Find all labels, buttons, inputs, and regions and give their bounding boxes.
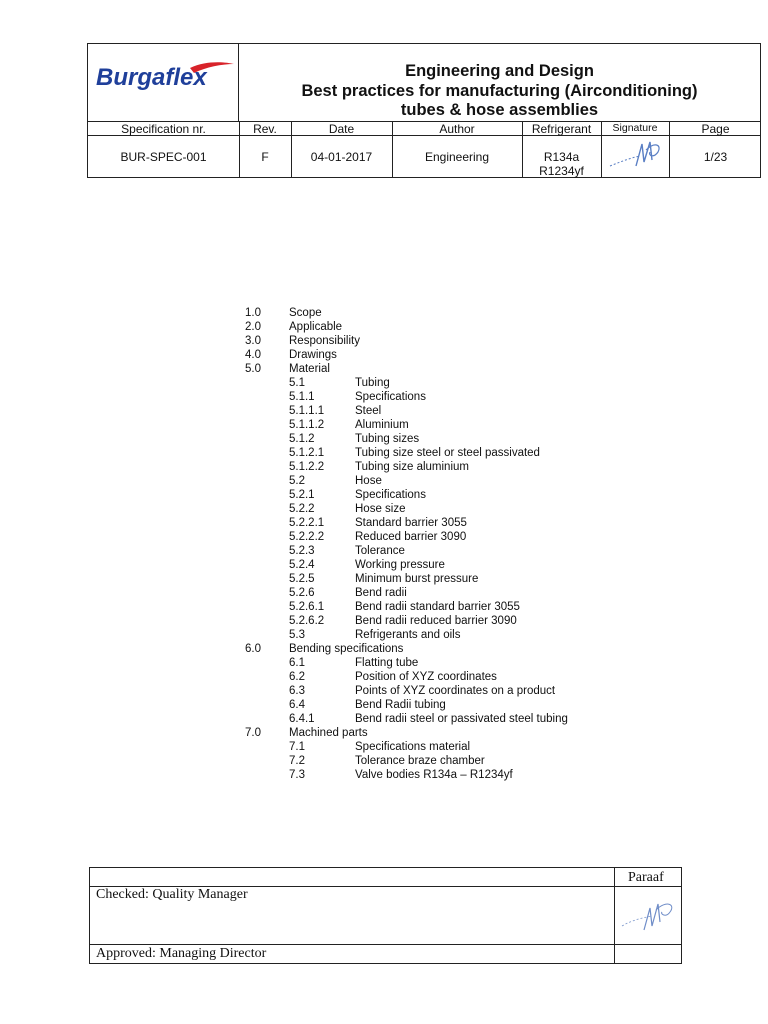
- toc-number: 5.2.2.1: [289, 517, 325, 529]
- toc-row: [0, 348, 768, 362]
- toc-row: [0, 474, 768, 488]
- toc-number: 5.0: [245, 363, 261, 375]
- toc-number: 5.2.1: [289, 489, 315, 501]
- toc-row: [0, 530, 768, 544]
- author-value: Engineering: [424, 150, 490, 164]
- toc-label: Position of XYZ coordinates: [355, 671, 497, 683]
- toc-label: Bend Radii tubing: [355, 699, 446, 711]
- toc-label: Bending specifications: [289, 643, 404, 655]
- toc-row: [0, 614, 768, 628]
- toc-number: 6.0: [245, 643, 261, 655]
- toc-number: 5.2.6: [289, 587, 315, 599]
- toc-number: 1.0: [245, 307, 261, 319]
- toc-row: [0, 712, 768, 726]
- toc-label: Reduced barrier 3090: [355, 531, 467, 543]
- refrigerant-value-1: R134a: [543, 150, 580, 164]
- toc-label: Specifications: [355, 489, 426, 501]
- toc-number: 7.0: [245, 727, 261, 739]
- document-header-table: [87, 43, 761, 178]
- toc-label: Valve bodies R134a – R1234yf: [355, 769, 513, 781]
- title-line-2: Best practices for manufacturing (Airconditioning): [301, 81, 698, 100]
- document-title: [239, 44, 760, 121]
- date-value: 04-01-2017: [310, 150, 373, 164]
- rev-value: F: [261, 150, 269, 164]
- toc-number: 5.2.6.1: [289, 601, 325, 613]
- toc-row: [0, 418, 768, 432]
- toc-row: [0, 306, 768, 320]
- toc-row: [0, 768, 768, 782]
- col-header-signature: Signature: [612, 122, 658, 134]
- col-header-refrigerant: Refrigerant: [531, 122, 592, 136]
- toc-label: Tolerance: [355, 545, 405, 557]
- toc-label: Hose: [355, 475, 382, 487]
- toc-row: [0, 404, 768, 418]
- toc-label: Specifications material: [355, 741, 471, 753]
- toc-number: 5.1.1.1: [289, 405, 325, 417]
- toc-number: 7.1: [289, 741, 305, 753]
- toc-number: 2.0: [245, 321, 261, 333]
- toc-label: Points of XYZ coordinates on a product: [355, 685, 556, 697]
- paraaf-label: Paraaf: [628, 870, 664, 885]
- toc-number: 5.3: [289, 629, 305, 641]
- toc-row: [0, 460, 768, 474]
- toc-number: 6.2: [289, 671, 305, 683]
- toc-label: Tolerance braze chamber: [355, 755, 485, 767]
- toc-label: Bend radii steel or passivated steel tubing: [355, 713, 568, 725]
- toc-label: Refrigerants and oils: [355, 629, 461, 641]
- toc-number: 5.2.4: [289, 559, 315, 571]
- toc-label: Working pressure: [355, 559, 445, 571]
- toc-number: 5.2.2: [289, 503, 315, 515]
- page-value: 1/23: [703, 150, 728, 164]
- toc-number: 7.3: [289, 769, 305, 781]
- col-header-page: Page: [701, 122, 730, 136]
- toc-label: Machined parts: [289, 727, 368, 739]
- toc-label: Bend radii: [355, 587, 407, 599]
- toc-row: [0, 670, 768, 684]
- title-line-3: tubes & hose assemblies: [400, 101, 599, 119]
- toc-label: Minimum burst pressure: [355, 573, 479, 585]
- toc-row: [0, 572, 768, 586]
- toc-row: [0, 740, 768, 754]
- logo-text: Burgaflex: [96, 64, 207, 91]
- toc-row: [0, 544, 768, 558]
- toc-label: Drawings: [289, 349, 337, 361]
- toc-number: 5.1: [289, 377, 305, 389]
- col-header-author: Author: [439, 122, 475, 136]
- toc-label: Material: [289, 363, 330, 375]
- approval-divider: [614, 868, 615, 963]
- toc-number: 5.2.6.2: [289, 615, 325, 627]
- toc-label: Responsibility: [289, 335, 360, 347]
- toc-row: [0, 558, 768, 572]
- toc-row: [0, 446, 768, 460]
- refrigerant-value-2: R1234yf: [539, 164, 584, 178]
- toc-row: [0, 628, 768, 642]
- toc-row: [0, 432, 768, 446]
- toc-number: 5.1.1.2: [289, 419, 325, 431]
- toc-label: Bend radii reduced barrier 3090: [355, 615, 517, 627]
- col-header-rev: Rev.: [253, 122, 277, 136]
- toc-number: 6.3: [289, 685, 305, 697]
- toc-label: Aluminium: [355, 419, 409, 431]
- logo-cell: [88, 44, 239, 121]
- toc-label: Specifications: [355, 391, 426, 403]
- toc-number: 7.2: [289, 755, 305, 767]
- toc-row: [0, 726, 768, 740]
- toc-label: Tubing size steel or steel passivated: [355, 447, 540, 459]
- toc-row: [0, 390, 768, 404]
- toc-label: Bend radii standard barrier 3055: [355, 601, 520, 613]
- toc-number: 5.1.2.2: [289, 461, 325, 473]
- toc-row: [0, 642, 768, 656]
- table-of-contents: [0, 306, 768, 782]
- title-line-1: Engineering and Design: [405, 62, 594, 80]
- toc-number: 5.1.1: [289, 391, 315, 403]
- col-header-date: Date: [328, 122, 355, 136]
- toc-row: [0, 600, 768, 614]
- toc-label: Applicable: [289, 321, 343, 333]
- toc-number: 5.1.2: [289, 433, 315, 445]
- spec-nr-value: BUR-SPEC-001: [120, 150, 207, 164]
- toc-row: [0, 656, 768, 670]
- toc-row: [0, 698, 768, 712]
- toc-number: 5.2.5: [289, 573, 315, 585]
- burgaflex-logo: [94, 58, 236, 92]
- toc-label: Steel: [355, 405, 382, 417]
- toc-number: 6.4.1: [289, 713, 315, 725]
- toc-row: [0, 516, 768, 530]
- toc-row: [0, 334, 768, 348]
- toc-number: 6.1: [289, 657, 305, 669]
- col-header-spec: Specification nr.: [121, 122, 206, 136]
- toc-number: 4.0: [245, 349, 261, 361]
- toc-row: [0, 320, 768, 334]
- toc-label: Scope: [289, 307, 322, 319]
- toc-label: Standard barrier 3055: [355, 517, 467, 529]
- toc-label: Hose size: [355, 503, 406, 515]
- paraaf-signature: [618, 890, 680, 942]
- approval-row-line: [90, 944, 681, 945]
- approved-label: Approved: Managing Director: [96, 946, 267, 961]
- toc-label: Tubing size aluminium: [355, 461, 469, 473]
- toc-row: [0, 754, 768, 768]
- toc-row: [0, 502, 768, 516]
- toc-row: [0, 362, 768, 376]
- toc-row: [0, 586, 768, 600]
- toc-number: 6.4: [289, 699, 305, 711]
- toc-number: 5.2: [289, 475, 305, 487]
- toc-number: 5.2.3: [289, 545, 315, 557]
- toc-number: 5.2.2.2: [289, 531, 325, 543]
- toc-label: Tubing: [355, 377, 390, 389]
- toc-label: Flatting tube: [355, 657, 419, 669]
- toc-row: [0, 488, 768, 502]
- toc-row: [0, 684, 768, 698]
- toc-number: 3.0: [245, 335, 261, 347]
- toc-row: [0, 376, 768, 390]
- checked-label: Checked: Quality Manager: [96, 887, 248, 902]
- approval-table: [89, 867, 682, 964]
- signature-image: [606, 136, 666, 176]
- toc-label: Tubing sizes: [355, 433, 420, 445]
- toc-number: 5.1.2.1: [289, 447, 325, 459]
